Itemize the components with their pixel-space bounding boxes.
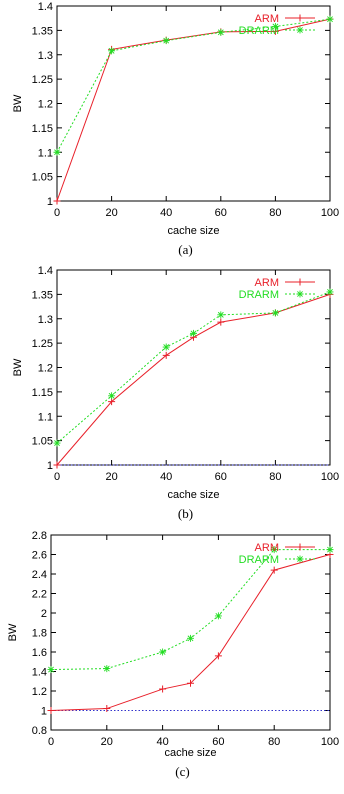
y-tick-label: 1.8 (31, 627, 47, 640)
data-point-arm (217, 319, 224, 326)
data-point-drarm (327, 288, 334, 295)
y-tick-label: 0.8 (31, 725, 47, 737)
x-tick-label: 0 (53, 471, 61, 483)
data-point-drarm (159, 649, 166, 656)
y-axis-label: BW (12, 358, 24, 377)
y-tick-label: 2.2 (31, 588, 47, 601)
data-point-drarm (54, 149, 61, 156)
legend-label-arm: ARM (254, 13, 279, 25)
data-point-drarm (272, 309, 279, 316)
x-tick-label: 100 (320, 471, 340, 483)
x-tick-label: 40 (160, 471, 173, 483)
series-arm (54, 16, 334, 205)
x-tick-label: 100 (320, 736, 340, 748)
legend-marker-drarm (297, 291, 304, 298)
data-point-drarm (327, 546, 334, 553)
legend-marker-arm (297, 279, 304, 286)
y-tick-label: 1.25 (31, 338, 53, 351)
series-arm (54, 291, 334, 469)
x-tick-label: 20 (105, 207, 118, 219)
data-point-drarm (217, 311, 224, 318)
y-tick-label: 2.8 (31, 530, 47, 542)
chart-1 (12, 265, 339, 521)
chart-2 (7, 530, 339, 779)
data-point-drarm (163, 344, 170, 351)
x-tick-label: 80 (269, 207, 282, 219)
data-point-drarm (54, 440, 61, 447)
plot-frame (57, 270, 330, 465)
series-line-drarm (57, 19, 330, 152)
y-tick-label: 1.1 (37, 147, 53, 160)
data-point-arm (271, 567, 278, 574)
y-tick-label: 1 (46, 460, 53, 472)
plot-frame (57, 6, 330, 201)
data-point-drarm (163, 37, 170, 44)
legend-label-arm: ARM (254, 542, 279, 554)
y-tick-label: 1.05 (31, 435, 53, 448)
y-tick-label: 1.15 (31, 122, 53, 135)
y-axis-label: BW (7, 623, 19, 642)
legend-marker-arm (297, 15, 304, 22)
legend-marker-drarm (297, 556, 304, 563)
x-axis-label: cache size (164, 747, 217, 759)
data-point-drarm (217, 29, 224, 36)
series-drarm (54, 16, 334, 156)
legend-marker-drarm (297, 27, 304, 34)
data-point-arm (48, 707, 55, 714)
data-point-drarm (187, 635, 194, 642)
legend-marker-arm (297, 544, 304, 551)
data-point-drarm (108, 392, 115, 399)
x-tick-label: 20 (105, 471, 118, 483)
series-line-arm (57, 19, 330, 201)
data-point-drarm (327, 16, 334, 23)
y-tick-label: 1.2 (31, 686, 47, 698)
x-tick-label: 20 (100, 736, 113, 748)
data-point-drarm (215, 612, 222, 619)
figure-caption: (c) (175, 764, 190, 779)
y-tick-label: 1.3 (37, 49, 53, 62)
legend-label-drarm: DRARM (238, 289, 279, 301)
y-tick-label: 1.05 (31, 171, 53, 184)
x-axis-label: cache size (167, 489, 220, 501)
y-tick-label: 1.3 (37, 313, 53, 326)
x-tick-label: 40 (156, 736, 169, 748)
data-point-drarm (48, 666, 55, 673)
x-tick-label: 80 (268, 736, 281, 748)
y-tick-label: 1.15 (31, 386, 53, 399)
data-point-drarm (108, 47, 115, 54)
x-tick-label: 60 (214, 207, 227, 219)
y-tick-label: 1.35 (31, 25, 53, 38)
y-tick-label: 1.4 (31, 666, 47, 679)
x-tick-label: 0 (47, 736, 55, 748)
y-tick-label: 1.35 (31, 289, 53, 302)
legend-label-drarm: DRARM (238, 554, 279, 566)
y-tick-label: 1 (46, 196, 53, 208)
y-tick-label: 2 (40, 608, 47, 620)
y-tick-label: 1.25 (31, 74, 53, 87)
y-tick-label: 1.1 (37, 411, 53, 424)
figure-caption: (a) (178, 242, 193, 257)
series-drarm (54, 288, 334, 446)
y-tick-label: 2.6 (31, 549, 47, 562)
series-line-drarm (51, 550, 330, 670)
data-point-arm (159, 686, 166, 693)
x-tick-label: 80 (269, 471, 282, 483)
x-axis-label: cache size (167, 225, 220, 237)
chart-0 (12, 1, 339, 257)
data-point-arm (54, 198, 61, 205)
x-tick-label: 40 (160, 207, 173, 219)
x-tick-label: 60 (212, 736, 225, 748)
legend-label-drarm: DRARM (238, 25, 279, 37)
series-arm (48, 551, 334, 714)
y-tick-label: 1.6 (31, 647, 47, 659)
series-line-arm (51, 555, 330, 711)
y-tick-label: 1 (40, 705, 47, 718)
y-tick-label: 2.4 (31, 569, 47, 581)
x-tick-label: 60 (214, 471, 227, 483)
y-tick-label: 1.4 (37, 1, 53, 13)
series-line-drarm (57, 292, 330, 443)
data-point-drarm (190, 330, 197, 337)
x-tick-label: 100 (320, 207, 340, 219)
data-point-drarm (103, 665, 110, 672)
plot-frame (51, 535, 330, 730)
x-tick-label: 0 (53, 207, 61, 219)
series-line-arm (57, 294, 330, 465)
figure-caption: (b) (177, 506, 194, 521)
y-axis-label: BW (12, 94, 24, 113)
y-tick-label: 1.2 (37, 98, 53, 111)
legend-label-arm: ARM (254, 277, 279, 289)
y-tick-label: 1.2 (37, 362, 53, 375)
y-tick-label: 1.4 (37, 265, 53, 277)
